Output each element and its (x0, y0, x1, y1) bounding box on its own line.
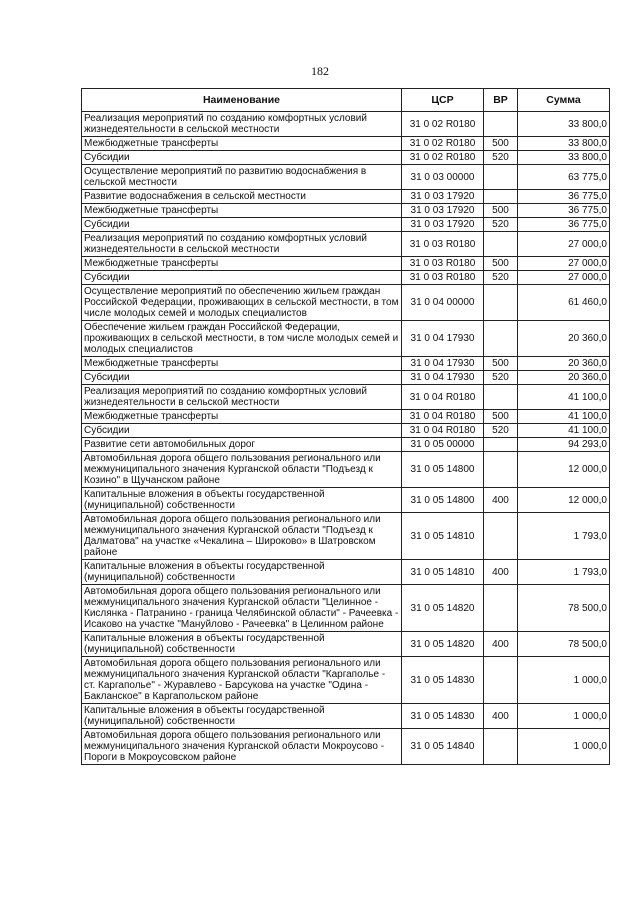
row-csr: 31 0 03 R0180 (402, 271, 484, 285)
row-vr: 400 (484, 488, 518, 513)
row-name: Автомобильная дорога общего пользования регионального или межмуниципального значения Курганской области Мокроусово - Пороги в Мокроусовском районе (82, 729, 402, 765)
table-row (82, 704, 610, 729)
row-csr: 31 0 02 R0180 (402, 112, 484, 137)
row-csr: 31 0 02 R0180 (402, 137, 484, 151)
row-csr: 31 0 05 14810 (402, 560, 484, 585)
table-row (82, 424, 610, 438)
table-row (82, 165, 610, 190)
table-row (82, 271, 610, 285)
header-csr: ЦСР (402, 89, 484, 112)
row-csr: 31 0 05 14820 (402, 632, 484, 657)
row-sum: 78 500,0 (518, 585, 610, 632)
row-name: Субсидии (82, 371, 402, 385)
row-sum: 41 100,0 (518, 410, 610, 424)
row-sum: 36 775,0 (518, 218, 610, 232)
row-name: Межбюджетные трансферты (82, 204, 402, 218)
row-vr (484, 513, 518, 560)
row-vr (484, 321, 518, 357)
table-row (82, 285, 610, 321)
table-row (82, 410, 610, 424)
row-name: Капитальные вложения в объекты государственной (муниципальной) собственности (82, 704, 402, 729)
row-sum: 20 360,0 (518, 357, 610, 371)
row-name: Субсидии (82, 424, 402, 438)
row-name: Автомобильная дорога общего пользования регионального или межмуниципального значения Курганской области "Подъезд к Далматова" на участке «Чекалина – Широково» в Шатровском районе (82, 513, 402, 560)
row-name: Капитальные вложения в объекты государственной (муниципальной) собственности (82, 488, 402, 513)
table-row (82, 452, 610, 488)
row-vr (484, 452, 518, 488)
row-name: Межбюджетные трансферты (82, 137, 402, 151)
table-row (82, 218, 610, 232)
row-name: Развитие сети автомобильных дорог (82, 438, 402, 452)
row-csr: 31 0 05 14800 (402, 452, 484, 488)
row-sum: 20 360,0 (518, 321, 610, 357)
row-csr: 31 0 03 R0180 (402, 257, 484, 271)
row-vr (484, 585, 518, 632)
row-name: Субсидии (82, 218, 402, 232)
table-row (82, 321, 610, 357)
row-csr: 31 0 03 R0180 (402, 232, 484, 257)
row-vr: 400 (484, 560, 518, 585)
row-csr: 31 0 05 14810 (402, 513, 484, 560)
row-name: Реализация мероприятий по созданию комфортных условий жизнедеятельности в сельской местности (82, 112, 402, 137)
row-sum: 33 800,0 (518, 112, 610, 137)
table-row (82, 204, 610, 218)
row-sum: 1 000,0 (518, 729, 610, 765)
row-sum: 94 293,0 (518, 438, 610, 452)
table-row (82, 438, 610, 452)
table-row (82, 632, 610, 657)
row-sum: 33 800,0 (518, 137, 610, 151)
table-row (82, 513, 610, 560)
table-row (82, 232, 610, 257)
budget-table (81, 88, 610, 765)
row-csr: 31 0 05 14840 (402, 729, 484, 765)
row-vr (484, 112, 518, 137)
row-csr: 31 0 05 14830 (402, 657, 484, 704)
row-sum: 1 793,0 (518, 513, 610, 560)
row-sum: 12 000,0 (518, 488, 610, 513)
header-name: Наименование (82, 89, 402, 112)
row-csr: 31 0 02 R0180 (402, 151, 484, 165)
table-row (82, 385, 610, 410)
row-sum: 41 100,0 (518, 424, 610, 438)
row-sum: 33 800,0 (518, 151, 610, 165)
row-sum: 1 000,0 (518, 657, 610, 704)
table-row (82, 137, 610, 151)
table-row (82, 657, 610, 704)
row-name: Автомобильная дорога общего пользования регионального или межмуниципального значения Курганской области "Целинное - Кислянка - Патранино - граница Челябинской области" - Рачеевка - Исаково на участке "Мануйлово - Рачеевка" в Целинном районе (82, 585, 402, 632)
table-row (82, 488, 610, 513)
row-csr: 31 0 05 00000 (402, 438, 484, 452)
row-vr (484, 385, 518, 410)
row-name: Межбюджетные трансферты (82, 257, 402, 271)
row-sum: 27 000,0 (518, 271, 610, 285)
table-row (82, 257, 610, 271)
row-csr: 31 0 04 R0180 (402, 410, 484, 424)
row-csr: 31 0 04 17930 (402, 321, 484, 357)
row-sum: 20 360,0 (518, 371, 610, 385)
row-sum: 36 775,0 (518, 190, 610, 204)
row-sum: 27 000,0 (518, 232, 610, 257)
table-row (82, 357, 610, 371)
row-name: Капитальные вложения в объекты государственной (муниципальной) собственности (82, 560, 402, 585)
row-name: Субсидии (82, 271, 402, 285)
row-vr (484, 657, 518, 704)
table-row (82, 371, 610, 385)
row-csr: 31 0 03 00000 (402, 165, 484, 190)
header-vr: ВР (484, 89, 518, 112)
row-name: Осуществление мероприятий по развитию водоснабжения в сельской местности (82, 165, 402, 190)
row-vr: 520 (484, 271, 518, 285)
row-vr (484, 285, 518, 321)
row-vr: 400 (484, 704, 518, 729)
row-sum: 41 100,0 (518, 385, 610, 410)
row-sum: 78 500,0 (518, 632, 610, 657)
row-csr: 31 0 04 17930 (402, 357, 484, 371)
row-name: Осуществление мероприятий по обеспечению жильем граждан Российской Федерации, проживающих в сельской местности, в том числе молодых семей и молодых специалистов (82, 285, 402, 321)
row-vr: 520 (484, 151, 518, 165)
header-sum: Сумма (518, 89, 610, 112)
row-name: Реализация мероприятий по созданию комфортных условий жизнедеятельности в сельской местности (82, 385, 402, 410)
row-csr: 31 0 04 00000 (402, 285, 484, 321)
row-csr: 31 0 05 14800 (402, 488, 484, 513)
row-name: Капитальные вложения в объекты государственной (муниципальной) собственности (82, 632, 402, 657)
row-vr (484, 438, 518, 452)
row-name: Реализация мероприятий по созданию комфортных условий жизнедеятельности в сельской местности (82, 232, 402, 257)
row-vr: 520 (484, 424, 518, 438)
row-name: Межбюджетные трансферты (82, 357, 402, 371)
row-csr: 31 0 04 R0180 (402, 424, 484, 438)
row-vr: 500 (484, 410, 518, 424)
row-name: Развитие водоснабжения в сельской местности (82, 190, 402, 204)
row-sum: 61 460,0 (518, 285, 610, 321)
row-sum: 1 793,0 (518, 560, 610, 585)
page-number: 182 (311, 64, 329, 78)
table-row (82, 560, 610, 585)
row-sum: 12 000,0 (518, 452, 610, 488)
row-csr: 31 0 05 14830 (402, 704, 484, 729)
row-name: Автомобильная дорога общего пользования регионального или межмуниципального значения Курганской области "Каргаполье - ст. Каргаполье" - Журавлево - Барсукова на участке "Одина - Бакланское" в Каргапольском районе (82, 657, 402, 704)
table-body (82, 112, 610, 765)
row-vr: 500 (484, 204, 518, 218)
row-csr: 31 0 04 R0180 (402, 385, 484, 410)
row-vr: 500 (484, 137, 518, 151)
row-vr: 400 (484, 632, 518, 657)
row-sum: 36 775,0 (518, 204, 610, 218)
row-vr: 520 (484, 371, 518, 385)
row-vr (484, 729, 518, 765)
table-header-row (82, 89, 610, 112)
row-sum: 63 775,0 (518, 165, 610, 190)
row-vr: 500 (484, 257, 518, 271)
table-row (82, 729, 610, 765)
row-vr: 520 (484, 218, 518, 232)
table-row (82, 190, 610, 204)
row-csr: 31 0 03 17920 (402, 218, 484, 232)
row-name: Субсидии (82, 151, 402, 165)
row-vr: 500 (484, 357, 518, 371)
table-row (82, 585, 610, 632)
row-csr: 31 0 05 14820 (402, 585, 484, 632)
row-name: Межбюджетные трансферты (82, 410, 402, 424)
row-sum: 27 000,0 (518, 257, 610, 271)
row-csr: 31 0 04 17930 (402, 371, 484, 385)
row-name: Автомобильная дорога общего пользования регионального или межмуниципального значения Курганской области "Подъезд к Козино" в Щучанском районе (82, 452, 402, 488)
row-vr (484, 190, 518, 204)
table-row (82, 112, 610, 137)
row-vr (484, 232, 518, 257)
row-name: Обеспечение жильем граждан Российской Федерации, проживающих в сельской местности, в том числе молодых семей и молодых специалистов (82, 321, 402, 357)
row-sum: 1 000,0 (518, 704, 610, 729)
row-vr (484, 165, 518, 190)
row-csr: 31 0 03 17920 (402, 190, 484, 204)
row-csr: 31 0 03 17920 (402, 204, 484, 218)
table-row (82, 151, 610, 165)
